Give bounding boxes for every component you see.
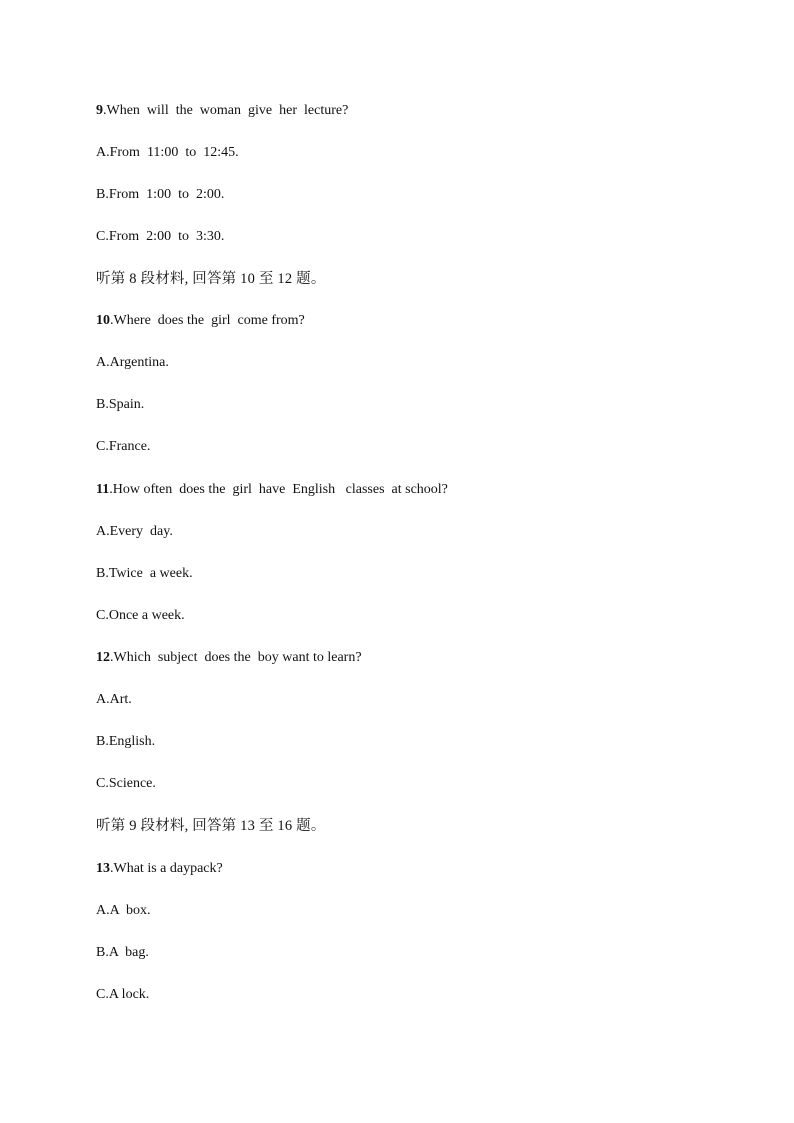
option-c: C.France.	[96, 439, 151, 454]
question-number: 12	[96, 650, 110, 665]
question-13	[96, 860, 223, 878]
option-a: A.A box.	[96, 903, 151, 918]
option-b: B.Spain.	[96, 397, 145, 412]
option-b: B.A bag.	[96, 945, 149, 960]
option-a: A.From 11:00 to 12:45.	[96, 145, 239, 160]
question-text: .Which subject does the boy want to learn?	[110, 650, 362, 665]
question-number: 13	[96, 861, 110, 876]
option-c: C.A lock.	[96, 987, 150, 1002]
question-9	[96, 102, 348, 120]
option-c: C.From 2:00 to 3:30.	[96, 229, 225, 244]
question-text: .How often does the girl have English classes at school?	[109, 482, 448, 497]
section-heading: 听第 8 段材料, 回答第 10 至 12 题。	[96, 271, 326, 287]
option-a: A.Every day.	[96, 524, 173, 539]
question-text: .What is a daypack?	[110, 861, 223, 876]
question-10	[96, 312, 305, 330]
option-b: B.Twice a week.	[96, 566, 193, 581]
option-a: A.Art.	[96, 692, 132, 707]
question-text: .When will the woman give her lecture?	[103, 103, 349, 118]
option-a: A.Argentina.	[96, 355, 169, 370]
option-b: B.From 1:00 to 2:00.	[96, 187, 225, 202]
question-number: 11	[96, 482, 110, 497]
question-11	[96, 481, 448, 499]
question-text: .Where does the girl come from?	[110, 313, 305, 328]
question-number: 9	[96, 103, 103, 118]
option-b: B.English.	[96, 734, 156, 749]
option-c: C.Science.	[96, 776, 156, 791]
question-number: 10	[96, 313, 110, 328]
question-12	[96, 649, 362, 667]
section-heading: 听第 9 段材料, 回答第 13 至 16 题。	[96, 818, 326, 834]
option-c: C.Once a week.	[96, 608, 185, 623]
